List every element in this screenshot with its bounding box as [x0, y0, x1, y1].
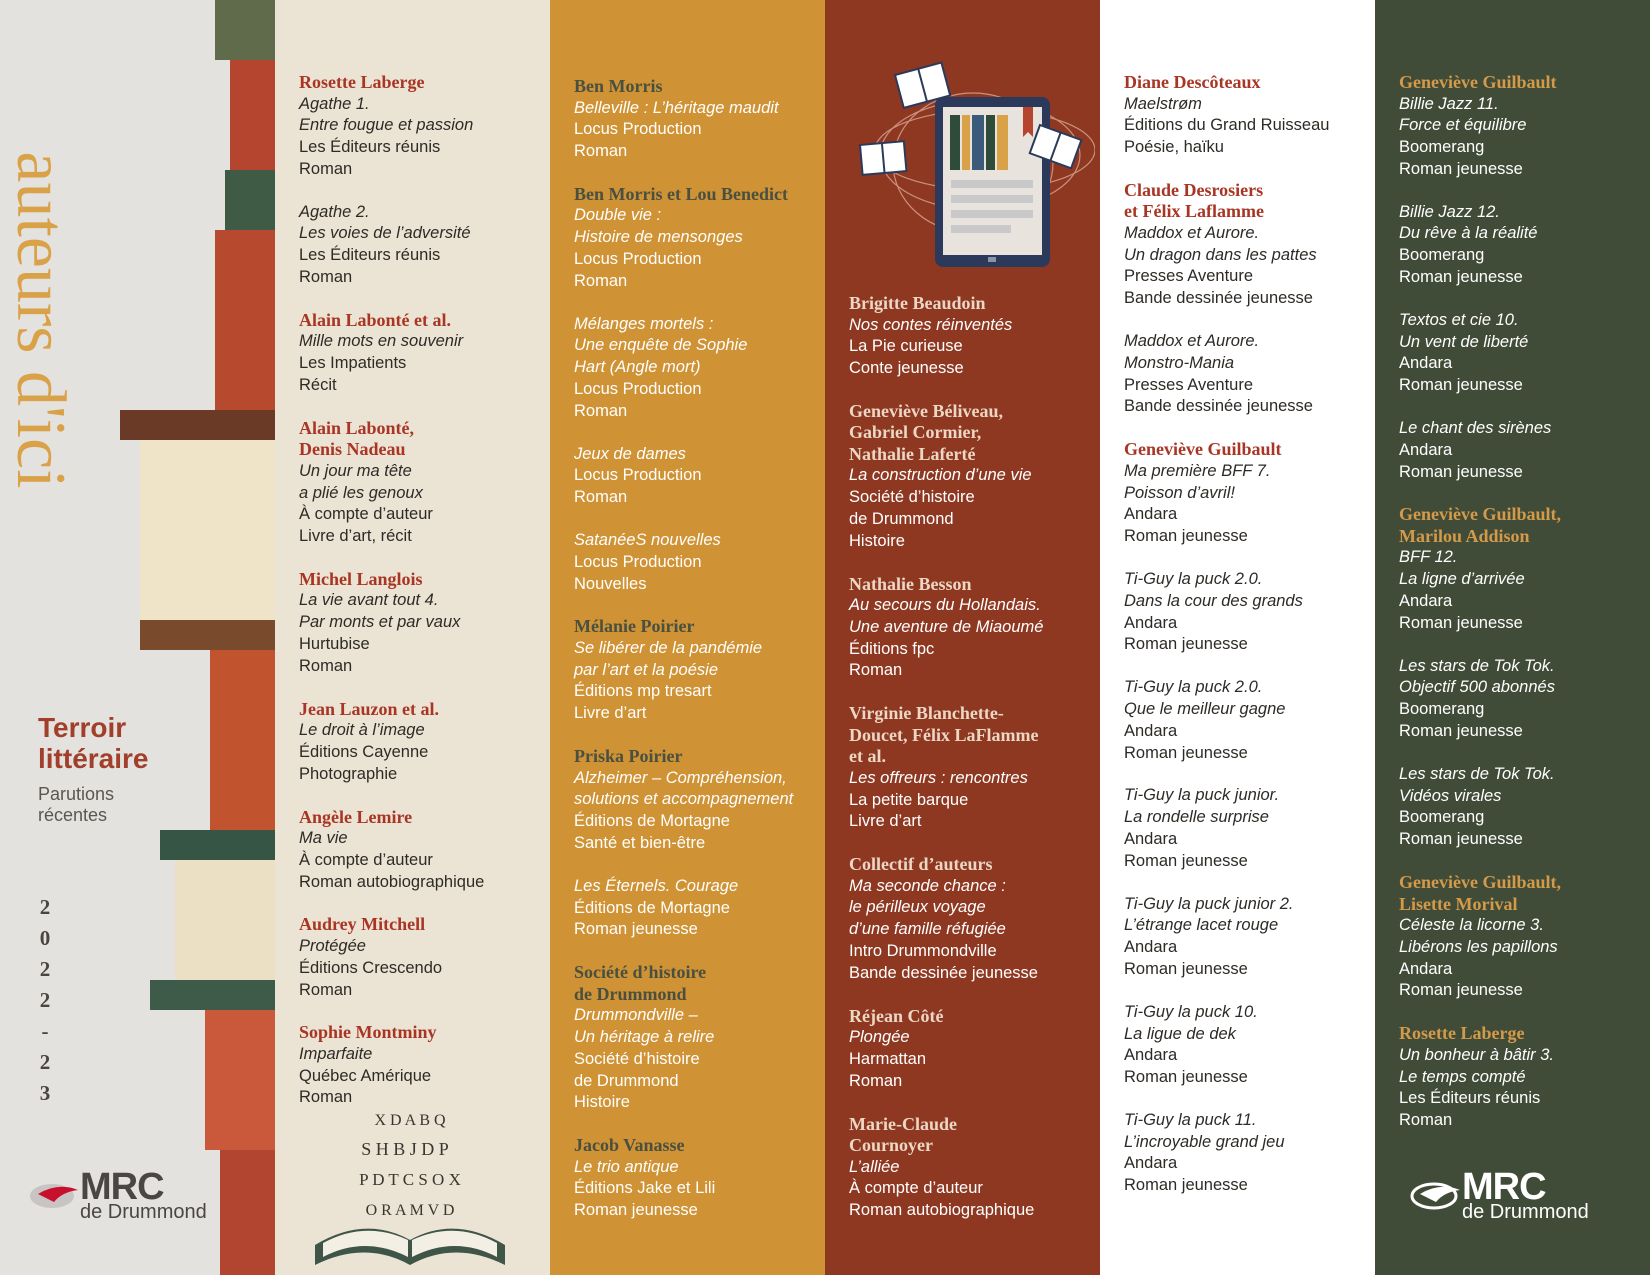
work	[1124, 223, 1371, 310]
work-title: Le trio antique	[574, 1157, 679, 1176]
work-genre: Roman	[299, 159, 353, 178]
work-title: Ti-Guy la puck 2.0. Dans la cour des grands	[1124, 569, 1303, 610]
work	[1124, 569, 1371, 656]
author-name: Alain Labonté et al.	[299, 309, 452, 330]
tablet-books-illustration	[855, 55, 1095, 280]
mrc-swoosh-icon	[28, 1178, 80, 1212]
column-2	[550, 0, 825, 1275]
work-publisher: Hurtubise	[299, 635, 370, 654]
work	[574, 444, 821, 509]
work-publisher: Les Éditeurs réunis	[299, 138, 441, 157]
mrc-logo-left	[28, 1168, 207, 1222]
author-entry	[299, 699, 546, 786]
logo-de-text: de Drummond	[80, 1201, 207, 1223]
work-publisher: Andara	[1399, 959, 1453, 978]
logo-mrc-text: MRC	[80, 1166, 164, 1208]
entry-list	[849, 293, 1096, 1243]
author-entry	[849, 854, 1096, 984]
author-name: Sophie Montminy	[299, 1022, 437, 1043]
work-title: Les stars de Tok Tok. Vidéos virales	[1399, 764, 1555, 805]
work-genre: Roman jeunesse	[1399, 376, 1523, 395]
work-title: Ma seconde chance : le périlleux voyage d’une famille réfugiée	[849, 876, 1006, 939]
work-title: Ti-Guy la puck 11. L’incroyable grand jeu	[1124, 1110, 1285, 1151]
work-genre: Roman	[299, 268, 353, 287]
work	[1124, 331, 1371, 418]
author-name: Geneviève Guilbault	[1399, 72, 1557, 92]
work-genre: Roman	[849, 1071, 903, 1090]
logo-mrc-text: MRC	[1462, 1166, 1546, 1208]
work	[574, 876, 821, 941]
work-publisher: Locus Production	[574, 379, 702, 398]
work-genre: Poésie, haïku	[1124, 138, 1224, 157]
work-publisher: À compte d’auteur	[299, 850, 433, 869]
work-title: SatanéeS nouvelles	[574, 530, 721, 549]
year-char: 2	[39, 1050, 51, 1074]
year-char: 2	[39, 988, 51, 1012]
author-entry	[849, 401, 1096, 553]
cover-subheading: Parutions récentes	[38, 784, 115, 825]
work-genre: Roman jeunesse	[1124, 635, 1248, 654]
work-title: Ti-Guy la puck 10. La ligue de dek	[1124, 1002, 1258, 1043]
author-entry	[299, 310, 546, 397]
author-name: Michel Langlois	[299, 568, 423, 589]
work-title: Mélanges mortels : Une enquête de Sophie Hart (Angle mort)	[574, 314, 748, 377]
work-title: Un bonheur à bâtir 3. Le temps compté	[1399, 1045, 1555, 1086]
work-genre: Roman jeunesse	[1124, 527, 1248, 546]
work-publisher: Andara	[1399, 592, 1453, 611]
work-publisher: Andara	[1124, 613, 1178, 632]
column-4	[1100, 0, 1375, 1275]
work-genre: Roman	[849, 661, 903, 680]
entry-list	[1124, 72, 1371, 1218]
work	[1124, 1110, 1371, 1197]
work-genre: Roman	[574, 488, 628, 507]
work-title: Agathe 2. Les voies de l’adversité	[299, 202, 471, 243]
work-genre: Roman	[574, 271, 628, 290]
work	[1399, 418, 1646, 483]
work-genre: Roman jeunesse	[574, 1201, 698, 1220]
author-entry	[1399, 1023, 1646, 1132]
author-name: Virginie Blanchette- Doucet, Félix LaFlamme et al.	[849, 703, 1039, 767]
work-genre: Roman jeunesse	[1124, 743, 1248, 762]
work-title: Nos contes réinventés	[849, 315, 1013, 334]
author-entry	[299, 914, 546, 1001]
cover-panel	[0, 0, 275, 1275]
work-genre: Histoire	[849, 531, 905, 550]
work-title: Ti-Guy la puck 2.0. Que le meilleur gagne	[1124, 678, 1286, 718]
work-publisher: Andara	[1124, 938, 1178, 957]
work-publisher: Les Impatients	[299, 354, 407, 373]
work-genre: Roman	[299, 656, 353, 675]
author-name: Réjean Côté	[849, 1005, 944, 1026]
work-publisher: Québec Amérique	[299, 1066, 432, 1085]
work-publisher: Locus Production	[574, 249, 702, 268]
work-title: Agathe 1. Entre fougue et passion	[299, 94, 474, 135]
author-name: Jean Lauzon et al.	[299, 698, 440, 719]
author-name: Alain Labonté, Denis Nadeau	[299, 417, 415, 460]
work	[299, 94, 546, 181]
svg-text:O R A M V D: O R A M V D	[365, 1202, 455, 1219]
work	[1124, 461, 1371, 548]
work-publisher: À compte d’auteur	[299, 505, 433, 524]
author-name: Brigitte Beaudoin	[849, 293, 986, 313]
work-publisher: Éditions fpc	[849, 639, 935, 658]
work-publisher: Andara	[1399, 440, 1453, 459]
author-entry	[849, 703, 1096, 833]
work-title: Belleville : L’héritage maudit	[574, 98, 779, 117]
author-entry	[574, 76, 821, 163]
work-publisher: Éditions Jake et Lili	[574, 1179, 716, 1198]
work	[1124, 894, 1371, 981]
work-publisher: Boomerang	[1399, 246, 1485, 265]
work-genre: Roman autobiographique	[299, 872, 485, 891]
author-name: Geneviève Guilbault, Lisette Morival	[1399, 872, 1561, 914]
work-title: Ma première BFF 7. Poisson d’avril!	[1124, 461, 1271, 502]
work-title: Billie Jazz 12. Du rêve à la réalité	[1399, 202, 1538, 243]
author-entry	[849, 293, 1096, 380]
work-genre: Roman jeunesse	[1124, 1068, 1248, 1087]
work-genre: Roman jeunesse	[1399, 462, 1523, 481]
work-title: Les offreurs : rencontres	[849, 768, 1028, 787]
work-title: Plongée	[849, 1028, 910, 1047]
column-3	[825, 0, 1100, 1275]
work-genre: Histoire	[574, 1093, 630, 1112]
work-publisher: Andara	[1124, 829, 1178, 848]
mrc-swoosh-icon	[1410, 1178, 1462, 1212]
work-title: La vie avant tout 4. Par monts et par vaux	[299, 591, 461, 632]
work-publisher: La Pie curieuse	[849, 337, 963, 356]
work-title: Céleste la licorne 3. Libérons les papillons	[1399, 916, 1558, 956]
work-genre: Livre d’art	[574, 704, 647, 723]
work-title: Ti-Guy la puck junior 2. L’étrange lacet rouge	[1124, 894, 1294, 935]
author-entry	[574, 962, 821, 1114]
author-entry	[1124, 72, 1371, 159]
work-publisher: Andara	[1124, 1154, 1178, 1173]
work-publisher: Les Éditeurs réunis	[1399, 1089, 1541, 1108]
author-name: Marie-Claude Cournoyer	[849, 1113, 957, 1156]
work-title: Billie Jazz 11. Force et équilibre	[1399, 94, 1527, 135]
work-genre: Roman jeunesse	[1399, 830, 1523, 849]
work-publisher: Société d’histoire de Drummond	[574, 1049, 700, 1090]
work-title: Textos et cie 10. Un vent de liberté	[1399, 310, 1529, 351]
work-genre: Roman	[1399, 1111, 1453, 1130]
work	[574, 205, 821, 292]
author-entry	[849, 1006, 1096, 1093]
work-title: Double vie : Histoire de mensonges	[574, 206, 743, 247]
work-title: Le droit à l’image	[299, 721, 425, 740]
svg-text:X D A B Q: X D A B Q	[374, 1112, 446, 1129]
entry-list	[1399, 72, 1646, 1153]
author-entry	[574, 616, 821, 725]
work-genre: Bande dessinée jeunesse	[1124, 397, 1313, 416]
work-genre: Roman jeunesse	[1399, 981, 1523, 1000]
work-publisher: Boomerang	[1399, 808, 1485, 827]
work	[1124, 785, 1371, 872]
author-entry	[574, 1135, 821, 1222]
work-title: Maelstrøm	[1124, 94, 1202, 113]
work-title: Se libérer de la pandémie par l’art et la poésie	[574, 638, 763, 679]
work	[1124, 677, 1371, 764]
mrc-logo-right	[1410, 1168, 1589, 1222]
work-title: BFF 12. La ligne d’arrivée	[1399, 548, 1525, 589]
work-genre: Santé et bien-être	[574, 833, 706, 852]
entry-list	[574, 76, 821, 1243]
work-title: L’alliée	[849, 1157, 900, 1176]
author-entry	[1124, 439, 1371, 1197]
entry-list	[299, 72, 546, 1130]
work-title: Maddox et Aurore. Un dragon dans les pattes	[1124, 223, 1317, 264]
author-entry	[849, 1114, 1096, 1222]
work-genre: Livre d’art, récit	[299, 527, 412, 546]
work-publisher: Harmattan	[849, 1049, 927, 1068]
book-stack-illustration	[120, 0, 275, 1275]
column-5	[1375, 0, 1650, 1275]
work-title: Un jour ma tête a plié les genoux	[299, 461, 423, 502]
letters-book-illustration	[295, 1075, 525, 1275]
work-genre: Roman autobiographique	[849, 1201, 1035, 1220]
work-publisher: Presses Aventure	[1124, 267, 1254, 286]
work-publisher: Éditions du Grand Ruisseau	[1124, 116, 1330, 135]
work-genre: Roman jeunesse	[1399, 722, 1523, 741]
work-publisher: Locus Production	[574, 552, 702, 571]
author-name: Claude Desrosiers et Félix Laflamme	[1124, 179, 1264, 222]
author-name: Priska Poirier	[574, 746, 683, 767]
work	[1399, 764, 1646, 851]
work	[574, 768, 821, 855]
work-publisher: Locus Production	[574, 120, 702, 139]
work	[1124, 1002, 1371, 1089]
work-title: Alzheimer – Compréhension, solutions et accompagnement	[574, 768, 794, 809]
author-entry	[1399, 72, 1646, 483]
work	[1399, 310, 1646, 397]
year-char: 3	[39, 1081, 51, 1105]
work-title: Drummondville – Un héritage à relire	[574, 1006, 715, 1046]
work-genre: Livre d’art	[849, 812, 922, 831]
work	[1399, 656, 1646, 743]
year-vertical	[34, 892, 56, 1109]
work	[1399, 202, 1646, 289]
cover-heading: Terroir littéraire	[38, 712, 149, 774]
author-entry	[1399, 504, 1646, 851]
author-entry	[299, 569, 546, 678]
work-genre: Bande dessinée jeunesse	[849, 963, 1038, 982]
work-genre: Roman jeunesse	[1399, 613, 1523, 632]
work-title: Les Éternels. Courage	[574, 876, 739, 895]
author-name: Nathalie Besson	[849, 573, 972, 594]
author-entry	[849, 574, 1096, 683]
work	[574, 314, 821, 423]
work	[1399, 547, 1646, 634]
work-genre: Roman jeunesse	[1399, 159, 1523, 178]
work-genre: Roman jeunesse	[1124, 851, 1248, 870]
work-title: Au secours du Hollandais. Une aventure de Miaoumé	[849, 596, 1044, 636]
author-entry	[574, 746, 821, 941]
author-name: Angèle Lemire	[299, 806, 413, 827]
author-name: Geneviève Guilbault, Marilou Addison	[1399, 504, 1561, 546]
work-title: La construction d’une vie	[849, 466, 1032, 485]
work-publisher: La petite barque	[849, 790, 969, 809]
work-title: Les stars de Tok Tok. Objectif 500 abonnés	[1399, 656, 1555, 697]
work	[1399, 94, 1646, 181]
work-genre: Roman	[299, 1088, 353, 1107]
work-publisher: Presses Aventure	[1124, 375, 1254, 394]
year-char: 0	[39, 926, 51, 950]
work	[299, 202, 546, 289]
author-name: Diane Descôteaux	[1124, 72, 1261, 92]
work-title: Imparfaite	[299, 1044, 373, 1063]
logo-de-text: de Drummond	[1462, 1201, 1589, 1223]
year-char: 2	[39, 895, 51, 919]
work-publisher: Éditions Cayenne	[299, 742, 429, 761]
work-title: Ti-Guy la puck junior. La rondelle surprise	[1124, 786, 1280, 827]
vertical-title: auteurs d'ici	[2, 151, 79, 489]
work-title: Protégée	[299, 936, 366, 955]
author-name: Rosette Laberge	[299, 72, 425, 92]
work-genre: Récit	[299, 375, 337, 394]
work-title: Jeux de dames	[574, 444, 686, 463]
work-genre: Roman jeunesse	[1124, 959, 1248, 978]
work-title: Le chant des sirènes	[1399, 419, 1552, 438]
work-publisher: Éditions Crescendo	[299, 958, 443, 977]
author-name: Rosette Laberge	[1399, 1023, 1525, 1044]
work-publisher: Les Éditeurs réunis	[299, 246, 441, 265]
author-name: Geneviève Béliveau, Gabriel Cormier, Nathalie Laferté	[849, 400, 1003, 464]
author-entry	[299, 72, 546, 289]
work-publisher: Intro Drummondville	[849, 942, 997, 961]
author-name: Société d’histoire de Drummond	[574, 962, 707, 1004]
author-name: Jacob Vanasse	[574, 1135, 685, 1156]
svg-text:P D T C S O X: P D T C S O X	[359, 1170, 461, 1189]
work-publisher: Andara	[1399, 354, 1453, 373]
author-name: Mélanie Poirier	[574, 616, 695, 637]
work-title: Mille mots en souvenir	[299, 332, 464, 351]
author-name: Ben Morris	[574, 76, 663, 96]
svg-text:S H B J D P: S H B J D P	[361, 1139, 449, 1159]
author-name: Audrey Mitchell	[299, 914, 426, 935]
work-genre: Roman	[299, 980, 353, 999]
work	[574, 530, 821, 595]
year-char: -	[41, 1019, 49, 1043]
work-publisher: Locus Production	[574, 466, 702, 485]
work-genre: Photographie	[299, 764, 398, 783]
work-publisher: Boomerang	[1399, 700, 1485, 719]
work-publisher: À compte d’auteur	[849, 1179, 983, 1198]
work-genre: Nouvelles	[574, 574, 647, 593]
work-title: Maddox et Aurore. Monstro-Mania	[1124, 332, 1260, 372]
work-publisher: Andara	[1124, 721, 1178, 740]
author-name: Collectif d’auteurs	[849, 854, 993, 875]
work-publisher: Société d’histoire de Drummond	[849, 488, 975, 528]
work-genre: Roman	[574, 401, 628, 420]
work-publisher: Andara	[1124, 505, 1178, 524]
author-name: Geneviève Guilbault	[1124, 439, 1282, 460]
work-publisher: Éditions de Mortagne	[574, 812, 730, 831]
work-genre: Bande dessinée jeunesse	[1124, 289, 1313, 308]
author-entry	[299, 418, 546, 548]
column-1	[275, 0, 550, 1275]
work-genre: Roman	[574, 142, 628, 161]
work-genre: Conte jeunesse	[849, 359, 964, 378]
author-entry	[574, 184, 821, 595]
work-publisher: Éditions de Mortagne	[574, 898, 730, 917]
work-title: Ma vie	[299, 829, 348, 848]
author-entry	[1124, 180, 1371, 418]
work-genre: Roman jeunesse	[1399, 268, 1523, 287]
work-publisher: Éditions mp tresart	[574, 682, 712, 701]
work-genre: Roman jeunesse	[574, 920, 698, 939]
work-publisher: Andara	[1124, 1046, 1178, 1065]
author-entry	[1399, 872, 1646, 1002]
author-entry	[299, 807, 546, 894]
author-name: Ben Morris et Lou Benedict	[574, 183, 788, 204]
year-char: 2	[39, 957, 51, 981]
work-publisher: Boomerang	[1399, 138, 1485, 157]
work-genre: Roman jeunesse	[1124, 1176, 1248, 1195]
